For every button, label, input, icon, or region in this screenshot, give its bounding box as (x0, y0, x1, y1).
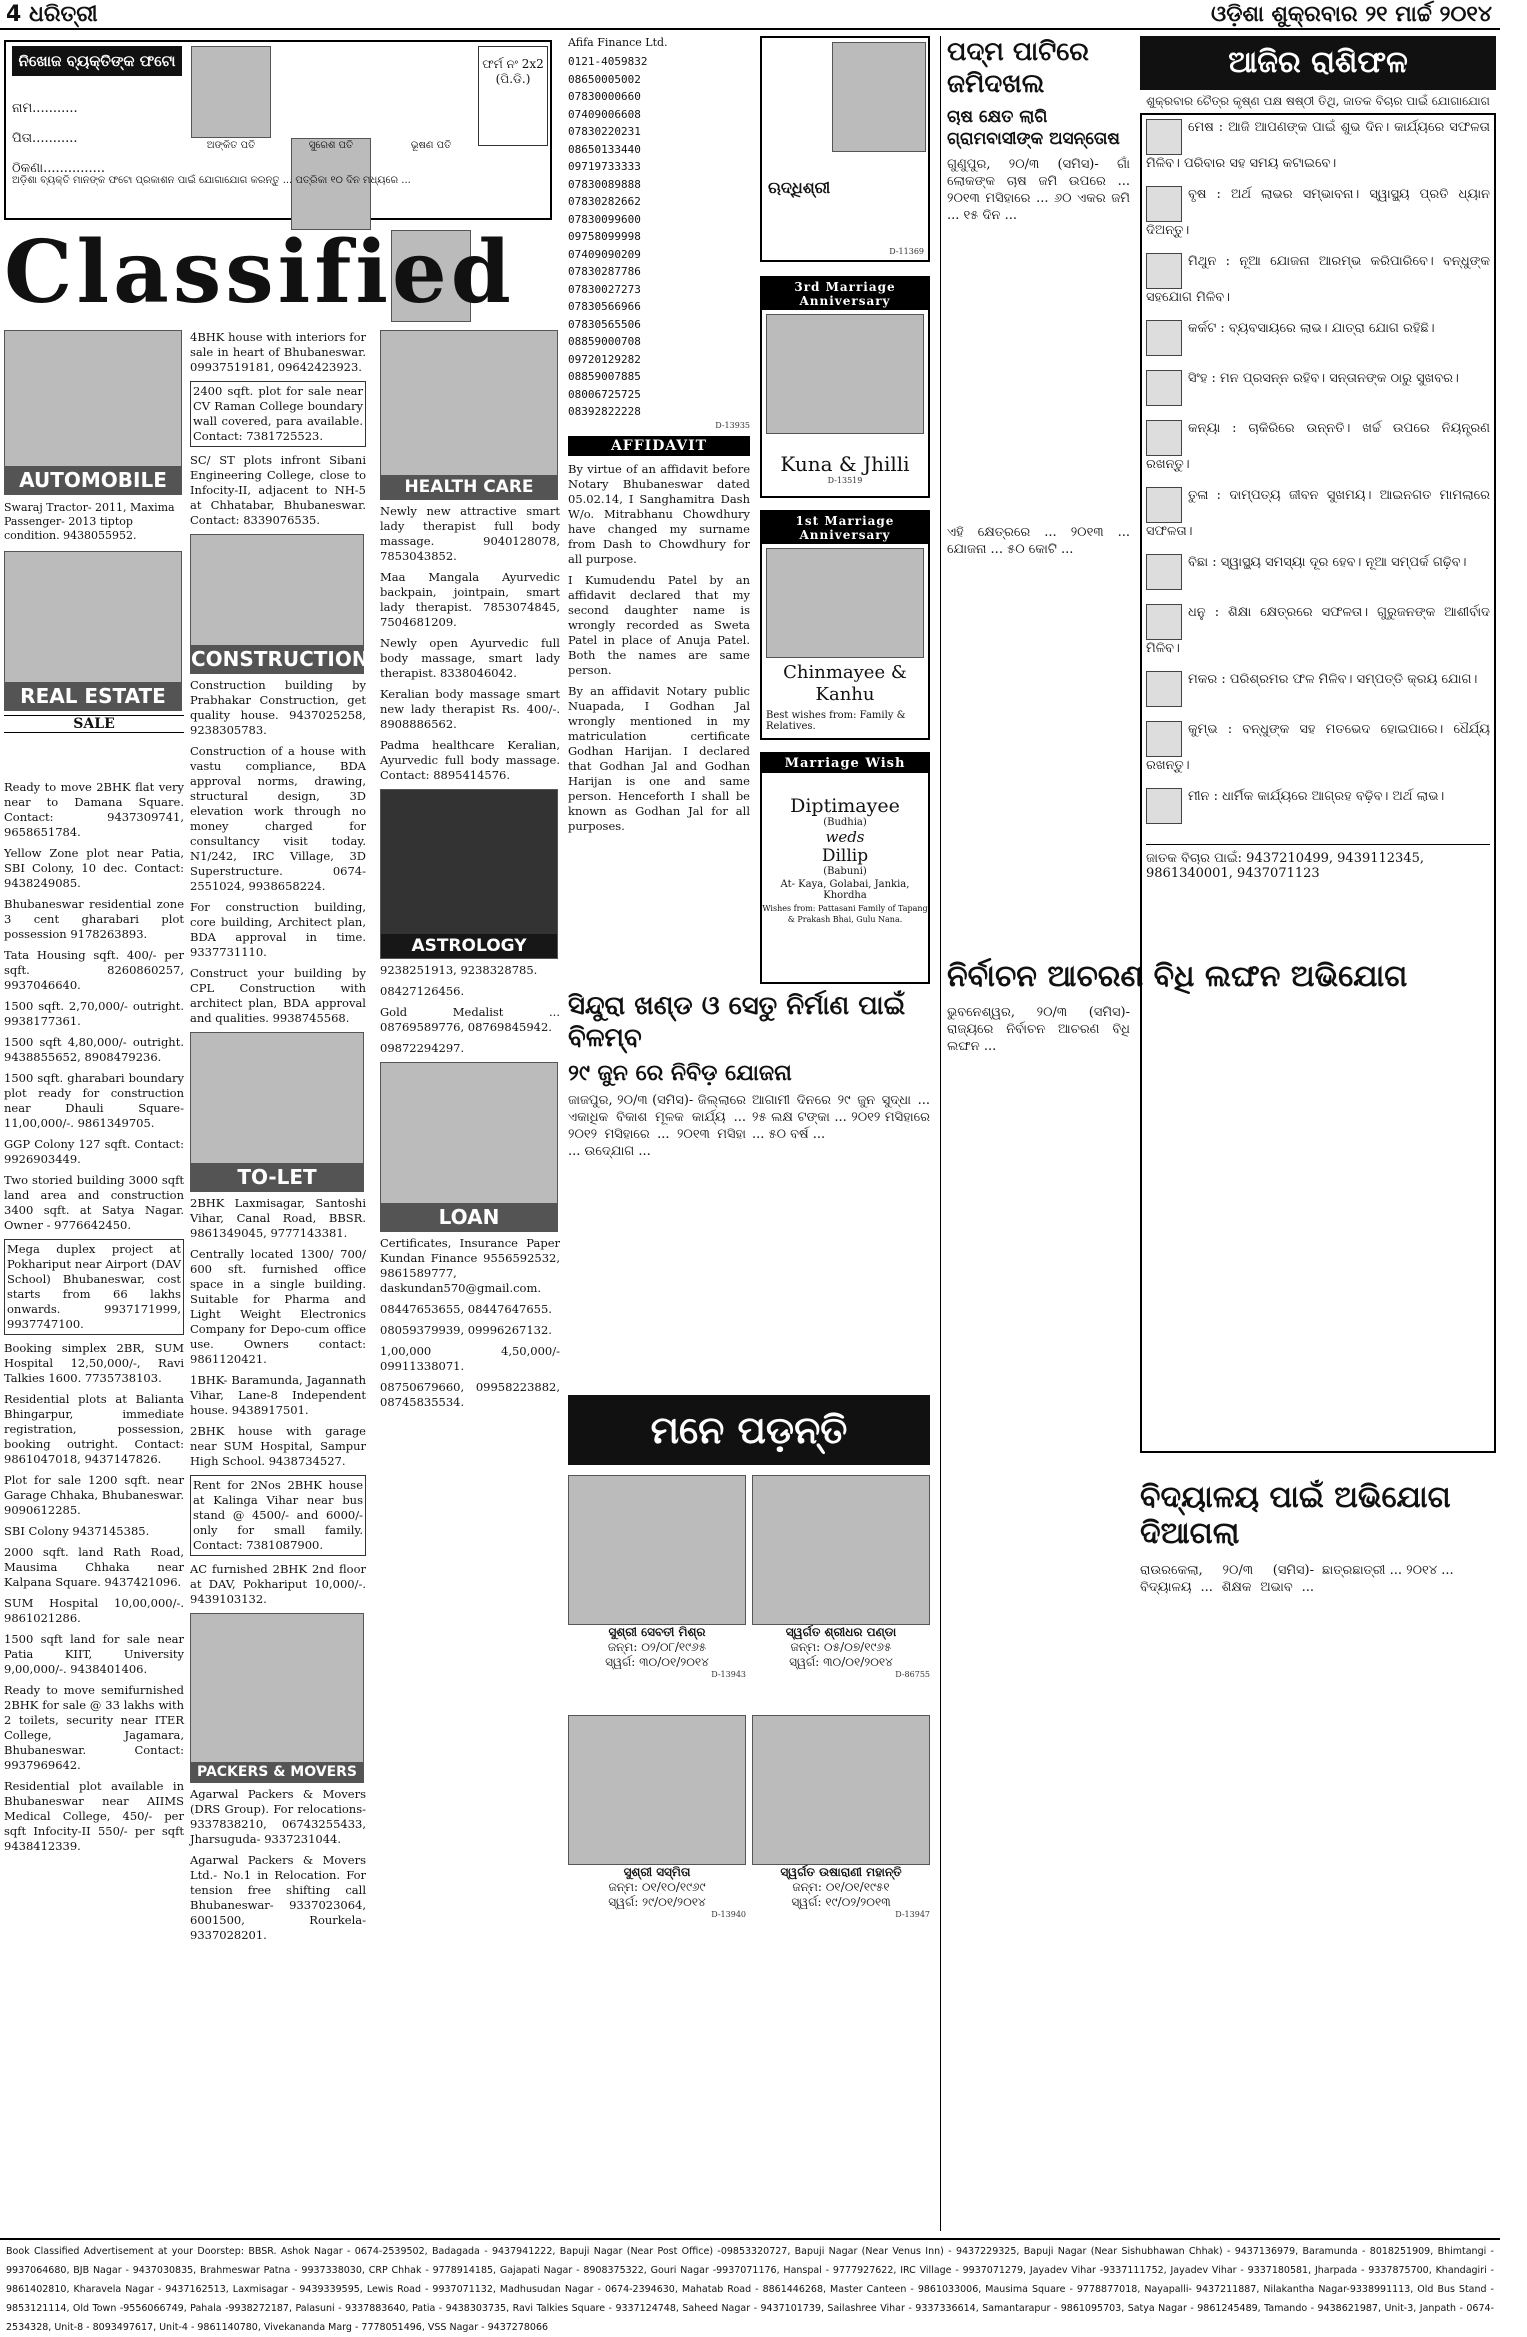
missing-person-box (4, 40, 552, 220)
article-headline: ସିନ୍ଦୁରା ଖଣ୍ଡ ଓ ସେତୁ ନିର୍ମାଣ ପାଇଁ ବିଳମ୍ବ (568, 991, 906, 1053)
phone-item: 08859000708 (568, 335, 641, 348)
memorial-birth: ଜନ୍ମ: ୦୨/୦୮/୧୯୬୫ (607, 1640, 707, 1654)
article-subhead: ୨୯ ଜୁନ ରେ ନିବିଡ଼ ଯୋଜନା (568, 1060, 792, 1086)
sign-entry: ତୁଳା : ଦାମ୍ପତ୍ୟ ଜୀବନ ସୁଖମୟ। ଆଇନଗତ ମାମଲାରେ ସଫଳତା। (1146, 488, 1490, 539)
phone-item: 07830000660 (568, 90, 641, 103)
construction-label: CONSTRUCTION (191, 647, 369, 671)
ad-code: D-86755 (895, 1670, 930, 1679)
article-col-left: ଜାଜପୁର, ୨୦/୩ (ସମିସ)- ଜିଲ୍ଲାରେ ଏକାଧିକ ବିକାଶ ମୂଳକ କାର୍ଯ୍ୟ ... ୨୦୧୨ ମସିହାରେ ... ୨୦୧୩ ମସିହା ... ଉଦ୍ଯୋଗ ... (568, 1093, 746, 1159)
phone-item: 0121-4059832 (568, 55, 648, 68)
center-body: ଗୁଣୁପୁର, ୨୦/୩ (ସମିସ)- ଗାଁ ଲୋକଙ୍କ ଚାଷ ଜମି ଉପରେ ... ୨୦୧୩ ମସିହାରେ ... ୬୦ ଏକର ଜମି ... ୧୫ ଦିନ ... (947, 157, 1130, 223)
ad-code: D-13947 (895, 1910, 930, 1919)
wish-address: At- Kaya, Golabai, Jankia, Khordha (780, 879, 910, 901)
br-headline: ବିଦ୍ୟାଳୟ ପାଇଁ ଅଭିଯୋଗ ଦିଆଗଲା (1140, 1480, 1451, 1551)
memorial-birth: ଜନ୍ମ: ୦୧/୦୧/୧୯୫୧ (792, 1880, 890, 1894)
sign-entry: ବୃଷ : ଅର୍ଥ ଲାଭର ସମ୍ଭାବନା। ସ୍ୱାସ୍ଥ୍ୟ ପ୍ରତି ଧ୍ୟାନ ଦିଅନ୍ତୁ। (1146, 187, 1490, 238)
ad-item: GGP Colony 127 sqft. Contact: 9926903449. (4, 1137, 184, 1166)
phone-item: 07830099600 (568, 212, 641, 226)
cancer-icon (1146, 320, 1182, 356)
memorial-card (752, 1715, 930, 1919)
phone-item: 07830565506 (568, 317, 641, 331)
sign-entry: ମୀନ : ଧାର୍ମିକ କାର୍ଯ୍ୟରେ ଆଗ୍ରହ ବଢ଼ିବ। ଅର୍ଥ ଲାଭ। (1146, 788, 1490, 824)
astrology-label: ASTROLOGY (381, 934, 557, 958)
memorial-name: ସ୍ୱର୍ଗତ ଶ୍ରୀଧର ପଣ୍ଡା (785, 1625, 897, 1639)
real-estate-label: REAL ESTATE (5, 682, 181, 710)
phone-item: 07409090209 (568, 247, 641, 261)
affidavit-item: By virtue of an affidavit before Notary Bhubaneswar dated 05.02.14, I Sanghamitra Dash W/o. Mitrabhanu Chowdhury have changed my surname from Dash to Chowdhury for all purpose. (568, 461, 750, 566)
photo-caption-2: ସୁରେଶ ପତି (308, 140, 354, 151)
anniv1-photo (766, 548, 924, 658)
column-1-top (4, 330, 184, 750)
memorial-card (752, 1475, 930, 1679)
ad-item: 1500 sqft 4,80,000/- outright. 9438855652, 8908479236. (4, 1035, 184, 1064)
capricorn-icon (1146, 671, 1182, 707)
ad-item: 08427126456. (380, 984, 465, 998)
ad-item: Construction building by Prabhakar Construction, get quality house. 9437025258, 9238305783. (190, 678, 366, 737)
center-title: ପଦ୍ମ ପାଟିରେ ଜମିଦଖଲ (947, 37, 1089, 99)
horoscope-subheader: ଶୁକ୍ରବାର ଚୈତ୍ର କୃଷ୍ଣ ପକ୍ଷ ଷଷ୍ଠୀ ତିଥି, ଜାତକ ବିଚାର ପାଇଁ ଯୋଗାଯୋଗ (1146, 94, 1490, 108)
ad-item: Residential plot available in Bhubaneswar near AIIMS Medical College, 450/- per sqft Infocity-II 550/- per sqft 9438412339. (4, 1779, 184, 1853)
page-number-masthead: 4 ଧରିତ୍ରୀ (6, 2, 98, 27)
sign-entry: କନ୍ୟା : ଚାକିରିରେ ଉନ୍ନତି। ଖର୍ଚ୍ଚ ଉପରେ ନିୟନ୍ତ୍ରଣ ରଖନ୍ତୁ। (1146, 421, 1490, 472)
phone-item: 07830566966 (568, 300, 641, 313)
phone-item: 09758099998 (568, 230, 641, 243)
ad-item: Two storied building 3000 sqft land area and construction 3400 sqft. at Satya Nagar. Owner - 9776642450. (4, 1173, 184, 1232)
affidavit-item: I Kumudendu Patel by an affidavit declared that my second daughter name is wrongly recorded as Sweta Patel in place of Anuja Patel. Both the names are same person. (568, 572, 750, 677)
construction-image (190, 534, 369, 674)
automobile-label: AUTOMOBILE (5, 466, 181, 494)
center-subtitle: ଚାଷ କ୍ଷେତ ଲାଗି ଗ୍ରାମବାସୀଙ୍କ ଅସନ୍ତୋଷ (947, 107, 1120, 149)
affidavit-item: By an affidavit Notary public Nuapada, I Godhan Jal wrongly mentioned in my matriculation certificate Godhan Harijan. I declared that Godhan Jal and Godhan Harijan is one and same person. Henceforth I shall be known as Godhan Jal for all purposes. (568, 683, 750, 833)
anniversary-3rd (760, 276, 930, 498)
sign-entry: ମେଷ : ଆଜି ଆପଣଙ୍କ ପାଇଁ ଶୁଭ ଦିନ। କାର୍ଯ୍ୟରେ ସଫଳତା ମିଳିବ। ପରିବାର ସହ ସମୟ କଟାଇବେ। (1146, 120, 1490, 171)
sign-entry: ଧନୁ : ଶିକ୍ଷା କ୍ଷେତ୍ରରେ ସଫଳତା। ଗୁରୁଜନଙ୍କ ଆଶୀର୍ବାଦ ମିଳିବ। (1146, 605, 1490, 656)
ad-item: Certificates, Insurance Paper Kundan Finance 9556592532, 9861589777, daskundan570@gmail.com. (380, 1236, 560, 1295)
sign-entry: କର୍କଟ : ବ୍ୟବସାୟରେ ଲାଭ। ଯାତ୍ରା ଯୋଗ ରହିଛି। (1146, 320, 1490, 356)
ad-item: Tata Housing sqft. 400/- per sqft. 8260860257, 9937046640. (4, 948, 184, 992)
column-2 (190, 330, 369, 2230)
health-care-label: HEALTH CARE (381, 475, 557, 499)
phone-item: 07409006608 (568, 107, 641, 121)
leo-icon (1146, 370, 1182, 406)
ad-item: Mega duplex project at Pokhariput near Airport (DAV School) Bhubaneswar, cost starts from 66 lakhs onwards. 9937171999, 9937747100. (4, 1239, 184, 1335)
ad-item: Booking simplex 2BR, SUM Hospital 12,50,000/-, Ravi Talkies 1600. 7735738103. (4, 1341, 184, 1385)
memorial-death: ସ୍ୱର୍ଗ: ୩୦/୦୧/୨୦୧୪ (789, 1655, 893, 1669)
ad-item: Construct your building by CPL Construction with architect plan, BDA approval and qualities. 9938745568. (190, 966, 366, 1025)
anniversary-1st (760, 510, 930, 740)
article-col-mid: ଆଗାମୀ ଦିନରେ ୨୯ ଜୁନ ସୁଦ୍ଧା ... ୨୫ ଲକ୍ଷ ଟଙ୍କା ... ୨୦୧୨ ମସିହାରେ ... ୫୦ ବର୍ଷ ... (752, 1093, 930, 1142)
scorpio-icon (1146, 554, 1182, 590)
br-body: ରାଉରକେଲା, ୨୦/୩ (ସମିସ)- ବିଦ୍ୟାଳୟ ... ଶିକ୍ଷକ ଅଭାବ ... ଛାତ୍ରଛାତ୍ରୀ ... ୨୦୧୪ ... (1140, 1563, 1454, 1595)
taurus-icon (1146, 186, 1182, 222)
bottom-body: ଭୁବନେଶ୍ୱର, ୨୦/୩ (ସମିସ)- ରାଜ୍ୟରେ ନିର୍ବାଚନ ଆଚରଣ ବିଧି ଲଙ୍ଘନ ... (947, 1005, 1130, 1054)
anniv1-names: Chinmayee & Kanhu (783, 662, 907, 705)
phone-item: 07830027273 (568, 282, 641, 296)
ad-item: 9238251913, 9238328785. (380, 963, 538, 977)
ad-item: Rent for 2Nos 2BHK house at Kalinga Vihar near bus stand @ 4500/- and 6000/- only for small family. Contact: 7381087900. (190, 1475, 366, 1556)
photo-caption-1: ଅଙ୍କିତ ପତି (206, 140, 256, 151)
ad-item: 08750679660, 09958223882, 08745835534. (380, 1380, 560, 1409)
ad-item: Agarwal Packers & Movers (DRS Group). For relocations- 9337838210, 06743255433, Jharsuguda- 9337231044. (190, 1787, 366, 1846)
bride-name: Diptimayee (790, 795, 900, 817)
ad-item: Maa Mangala Ayurvedic backpain, jointpain, smart lady therapist. 7853074845, 7504681209. (380, 570, 560, 629)
ad-code: D-13935 (715, 420, 750, 430)
photo-caption-3: ଭୂଷଣ ପତି (410, 140, 452, 151)
finance-company: Afifa Finance Ltd. (568, 36, 668, 49)
ad-item: 1BHK- Baramunda, Jagannath Vihar, Lane-8 Independent house. 9438917501. (190, 1373, 366, 1417)
ad-item: 2BHK Laxmisagar, Santoshi Vihar, Canal Road, BBSR. 9861349045, 9777143381. (190, 1196, 366, 1240)
memorial-birth: ଜନ୍ମ: ୦୧/୧୦/୧୯୬୯ (608, 1880, 706, 1894)
ad-item: Residential plots at Balianta Bhingarpur, immediate registration, possession, booking outright. Contact: 9861047018, 9437147826. (4, 1392, 184, 1466)
anniv3-title: 3rd Marriage Anniversary (762, 278, 928, 310)
sagittarius-icon (1146, 604, 1182, 640)
wish-from: Wishes from: Pattasani Family of Tapang & Prakash Bhai, Gulu Nana. (762, 904, 928, 924)
form-number: ଫର୍ମ ନଂ 2x2 (ପି.ଡି.) (478, 46, 548, 146)
sign-entry: ବିଛା : ସ୍ୱାସ୍ଥ୍ୟ ସମସ୍ୟା ଦୂର ହେବ। ନୂଆ ସମ୍ପର୍କ ଗଢ଼ିବ। (1146, 554, 1490, 590)
memorial-photo (568, 1715, 746, 1865)
ad-item: Agarwal Packers & Movers Ltd.- No.1 in Relocation. For tension free shifting call Bhubaneswar- 9337023064, 6001500, Rourkela- 9337028201. (190, 1853, 366, 1942)
horoscope-footer: ଜାତକ ବିଚାର ପାଇଁ: 9437210499, 9439112345, 9861340001, 9437071123 (1146, 844, 1490, 881)
phone-item: 08392822228 (568, 405, 641, 418)
ad-item: 1500 sqft. 2,70,000/- outright. 9938177361. (4, 999, 184, 1028)
ad-item: SC/ ST plots infront Sibani Engineering College, close to Infocity-II, adjacent to NH-5 at Chhatabar, Bhubaneswar. Contact: 8339076535. (190, 453, 366, 527)
ad-item: 2000 sqft. land Rath Road, Mausima Chhaka near Kalpana Square. 9437421096. (4, 1545, 184, 1589)
memorial-name: ସୁଶ୍ରୀ ସେବତୀ ମିଶ୍ର (608, 1625, 706, 1639)
ad-item: Newly new attractive smart lady therapist full body massage. 9040128078, 7853043852. (380, 504, 560, 563)
memorial-section (568, 1395, 930, 2235)
ad-item: For construction building, core building, Architect plan, BDA approval in time. 9337731110. (190, 900, 366, 959)
ad-item: SBI Colony 9437145385. (4, 1524, 150, 1538)
aquarius-icon (1146, 721, 1182, 757)
ad-item: Padma healthcare Keralian, Ayurvedic full body massage. Contact: 8895414576. (380, 738, 560, 782)
field-name: ନାମ........... (12, 101, 78, 116)
memorial-name: ସ୍ୱର୍ଗତ ଉଷାରାଣୀ ମହାନ୍ତି (780, 1865, 902, 1879)
phone-item: 09719733333 (568, 160, 641, 173)
gemini-icon (1146, 253, 1182, 289)
ad-item: Newly open Ayurvedic full body massage, smart lady therapist. 8338046042. (380, 636, 560, 680)
memorial-birth: ଜନ୍ମ: ୦୫/୦୭/୧୯୬୫ (790, 1640, 892, 1654)
phone-item: 08650133440 (568, 142, 641, 156)
anniv1-msg: Best wishes from: Family & Relatives. (766, 710, 906, 732)
phone-item: 07830287786 (568, 265, 641, 278)
date-line: ଓଡ଼ିଶା ଶୁକ୍ରବାର ୨୧ ମାର୍ଚ୍ଚ ୨୦୧୪ (1211, 2, 1492, 27)
ad-item: AC furnished 2BHK 2nd floor at DAV, Pokhariput 10,000/-. 9439103132. (190, 1562, 366, 1606)
phone-item: 08006725725 (568, 387, 641, 401)
ad-item: 4BHK house with interiors for sale in heart of Bhubaneswar. 09937519181, 09642423923. (190, 330, 366, 374)
ad-item: 2BHK house with garage near SUM Hospital, Sampur High School. 9438734527. (190, 1424, 366, 1468)
memorial-death: ସ୍ୱର୍ଗ: ୨୯/୦୧/୨୦୧୪ (608, 1895, 706, 1909)
ad-code: D-11369 (889, 247, 924, 256)
ad-item: 1500 sqft. gharabari boundary plot ready for construction near Dhauli Square- 11,00,000/-. 9861349705. (4, 1071, 184, 1130)
ad-item: Bhubaneswar residential zone 3 cent gharabari plot possession 9178263893. (4, 897, 184, 941)
finance-phone-list (568, 53, 750, 421)
ad-item: 08059379939, 09996267132. (380, 1323, 552, 1337)
sale-heading: SALE (4, 715, 184, 733)
ad-item: 2400 sqft. plot for sale near CV Raman College boundary wall covered, para available. Contact: 7381725523. (190, 381, 366, 447)
wish-title: Marriage Wish (762, 754, 928, 773)
birthday-photo (832, 42, 926, 152)
phone-item: 07830220231 (568, 125, 641, 138)
sign-entry: ମିଥୁନ : ନୂଆ ଯୋଜନା ଆରମ୍ଭ କରିପାରିବେ। ବନ୍ଧୁଙ୍କ ସହଯୋଗ ମିଳିବ। (1146, 254, 1490, 305)
ad-item: 1500 sqft land for sale near Patia KIIT, University 9,00,000/-. 9438401406. (4, 1632, 184, 1676)
memorial-card (568, 1475, 746, 1679)
affidavit-heading: AFFIDAVIT (568, 436, 750, 456)
field-father: ପିତା........... (12, 131, 78, 146)
ad-item: Yellow Zone plot near Patia, SBI Colony, 10 dec. Contact: 9438249085. (4, 846, 184, 890)
sign-entry: କୁମ୍ଭ : ବନ୍ଧୁଙ୍କ ସହ ମତଭେଦ ହୋଇପାରେ। ଧୈର୍ଯ୍ୟ ରଖନ୍ତୁ। (1146, 722, 1490, 773)
real-estate-image (4, 551, 182, 711)
column-3 (380, 330, 560, 2230)
ad-item: Construction of a house with vastu compliance, BDA approval norms, drawing, structural design, 3D elevation work through no money charged for consultancy visit today. N1/242, IRC Village, 3D Superstructure. 0674-2551024, 9938658224. (190, 744, 366, 893)
birthday-box (760, 36, 930, 262)
ad-item: 09872294297. (380, 1041, 465, 1055)
horoscope-box (1140, 113, 1496, 1453)
loan-label: LOAN (381, 1203, 557, 1231)
ad-code: D-13943 (711, 1670, 746, 1679)
field-address: ଠିକଣା............... (12, 161, 106, 176)
marriage-wish (760, 752, 930, 984)
missing-fields (12, 94, 105, 184)
pisces-icon (1146, 788, 1182, 824)
to-let-image (190, 1032, 364, 1192)
ad-item: Ready to move 2BHK flat very near to Damana Square. Contact: 9437309741, 9658651784. (4, 780, 184, 839)
memorial-card (568, 1715, 746, 1919)
aries-icon (1146, 119, 1182, 155)
headline-col-right: ଏହି କ୍ଷେତ୍ରରେ ... ୨୦୧୩ ... ଯୋଜନା ... ୫୦ କୋଟି ... (947, 525, 1130, 557)
missing-box-title: ନିଖୋଜ ବ୍ୟକ୍ତିଙ୍କ ଫଟୋ (12, 46, 182, 76)
memorial-photo (568, 1475, 746, 1625)
booking-footer: Book Classified Advertisement at your Doorstep: BBSR. Ashok Nagar - 0674-2539502, Badagada - 9437941222, Bapuji Nagar (Near Post Office) -09853320727, Bapuji Nagar (Near Venus Inn) - 9437229325, Bapuji Nagar (Near Sishubhawan Chhak) - 9437136979, Baramunda - 8018251909, Bhimtangi - 9937064680, BJB Nagar - 9437030835, Brahmeswar Patna - 9937338030, CRP Chhak - 9778914185, Gajapati Nagar - 8908375322, Gouri Nagar -9937071176, Hanspal - 9777927622, IRC Village - 9937071279, Jayadev Vihar -9337111752, Jayadev Vihar - 9337180581, Jharpada - 9337875700, Khandagiri - 9861402810, Kharavela Nagar - 9437162513, Laxmisagar - 9439339595, Lewis Road - 9937071132, Madhusudan Nagar - 0674-2394630, Mahatab Road - 8861446268, Master Canteen - 9861033006, Mausima Square - 9778877018, Nayapalli- 9437211887, Nilakantha Nagar-9338991113, Old Bus Stand - 9853121114, Old Town -9556066749, Pahala -9938272187, Palasuni - 9337883640, Patia - 9438303735, Ravi Talkies Square - 9337124748, Saheed Nagar - 9437101739, Sailashree Vihar - 9337336614, Samantarapur - 9861095703, Satya Nagar - 9861245489, Tamando - 9438621987, Unit-3, Janpath - 0674-2534328, Unit-8 - 8093497617, Unit-4 - 9861140780, Vivekananda Marg - 7778051496, VSS Nagar - 9437278066 (0, 2238, 1500, 2336)
astrology-image (380, 789, 558, 959)
ad-item: Plot for sale 1200 sqft. near Garage Chhaka, Bhubaneswar. 9090612285. (4, 1473, 185, 1517)
birthday-name: ଋଦ୍ଧିଶ୍ରୀ (768, 178, 831, 197)
groom-name: Dillip (821, 846, 869, 866)
ad-item: SUM Hospital 10,00,000/-. 9861021286. (4, 1596, 184, 1625)
sign-entry: ସିଂହ : ମନ ପ୍ରସନ୍ନ ରହିବ। ସନ୍ତାନଙ୍କ ଠାରୁ ସୁଖବର। (1146, 370, 1490, 406)
to-let-label: TO-LET (191, 1163, 363, 1191)
memorial-photo (752, 1475, 930, 1625)
memorial-death: ସ୍ୱର୍ଗ: ୩୦/୦୧/୨୦୧୪ (605, 1655, 709, 1669)
memorial-name: ସୁଶ୍ରୀ ସସ୍ମିତା (623, 1865, 691, 1879)
bottom-right-article (1140, 1480, 1496, 2230)
missing-note: ଅଡ଼ିଶା ବ୍ୟକ୍ତି ମାନଙ୍କ ଫଟୋ ପ୍ରକାଶନ ପାଇଁ ଯୋଗାଯୋଗ କରନ୍ତୁ ... ପତ୍ରିକା ୧୦ ଦିନ ମଧ୍ୟରେ ... (12, 175, 411, 186)
ad-item: Centrally located 1300/ 700/ 600 sft. furnished office space in a single building. Suitable for Pharma and Light Weight Electronics Company for Depo-cum office use. Owners contact: 9861120421. (190, 1247, 366, 1366)
anniv3-photo (766, 314, 924, 434)
bottom-headline: ନିର୍ବାଚନ ଆଚରଣ ବିଧି ଲଙ୍ଘନ ଅଭିଯୋଗ (947, 959, 1408, 994)
packers-label: PACKERS & MOVERS (191, 1762, 363, 1782)
phone-item: 08650005002 (568, 72, 641, 86)
health-care-image (380, 330, 558, 500)
ad-item: Keralian body massage smart new lady therapist Rs. 400/-. 8908886562. (380, 687, 560, 731)
headline-article (568, 990, 930, 1390)
automobile-image (4, 330, 182, 495)
loan-image (380, 1062, 558, 1232)
ad-item: 08447653655, 08447647655. (380, 1302, 552, 1316)
groom-nick: (Babuni) (823, 866, 867, 877)
ad-code: D-13940 (711, 1910, 746, 1919)
page-header (0, 0, 1500, 30)
ad-item: Gold Medalist ... 08769589776, 08769845942. (380, 1005, 560, 1034)
sign-entry: ମକର : ପରିଶ୍ରମର ଫଳ ମିଳିବ। ସମ୍ପତ୍ତି କ୍ରୟ ଯୋଗ। (1146, 671, 1490, 707)
ad-tractor: Swaraj Tractor- 2011, Maxima Passenger- 2013 tiptop condition. 9438055952. (4, 501, 175, 542)
weds-text: weds (825, 828, 865, 846)
column-1-ads (4, 780, 184, 2230)
horoscope-section (1140, 36, 1496, 1476)
ad-item: 1,00,000 4,50,000/- 09911338071. (380, 1344, 560, 1373)
horoscope-header: ଆଜିର ରାଶିଫଳ (1140, 36, 1496, 90)
ad-code: D-13519 (827, 476, 863, 485)
libra-icon (1146, 487, 1182, 523)
anniv1-title: 1st Marriage Anniversary (762, 512, 928, 544)
classified-banner: Classified (4, 222, 515, 323)
phone-item: 07830089888 (568, 177, 641, 191)
virgo-icon (1146, 420, 1182, 456)
bride-nick: (Budhia) (823, 817, 867, 828)
anniv3-names: Kuna & Jhilli (780, 452, 910, 476)
packers-image (190, 1613, 364, 1783)
phone-item: 09720129282 (568, 352, 641, 366)
phone-item: 08859007885 (568, 370, 641, 383)
photo-1 (191, 46, 271, 138)
memorial-photo (752, 1715, 930, 1865)
memorial-banner: ମନେ ପଡ଼ନ୍ତି (568, 1395, 930, 1465)
column-4 (568, 36, 750, 986)
memorial-death: ସ୍ୱର୍ଗ: ୧୯/୦୨/୨୦୧୩ (791, 1895, 891, 1909)
phone-item: 07830282662 (568, 195, 641, 208)
ad-item: Ready to move semifurnished 2BHK for sale @ 33 lakhs with 2 toilets, security near ITER College, Jagamara, Bhubaneswar. Contact: 9937969642. (4, 1683, 184, 1772)
